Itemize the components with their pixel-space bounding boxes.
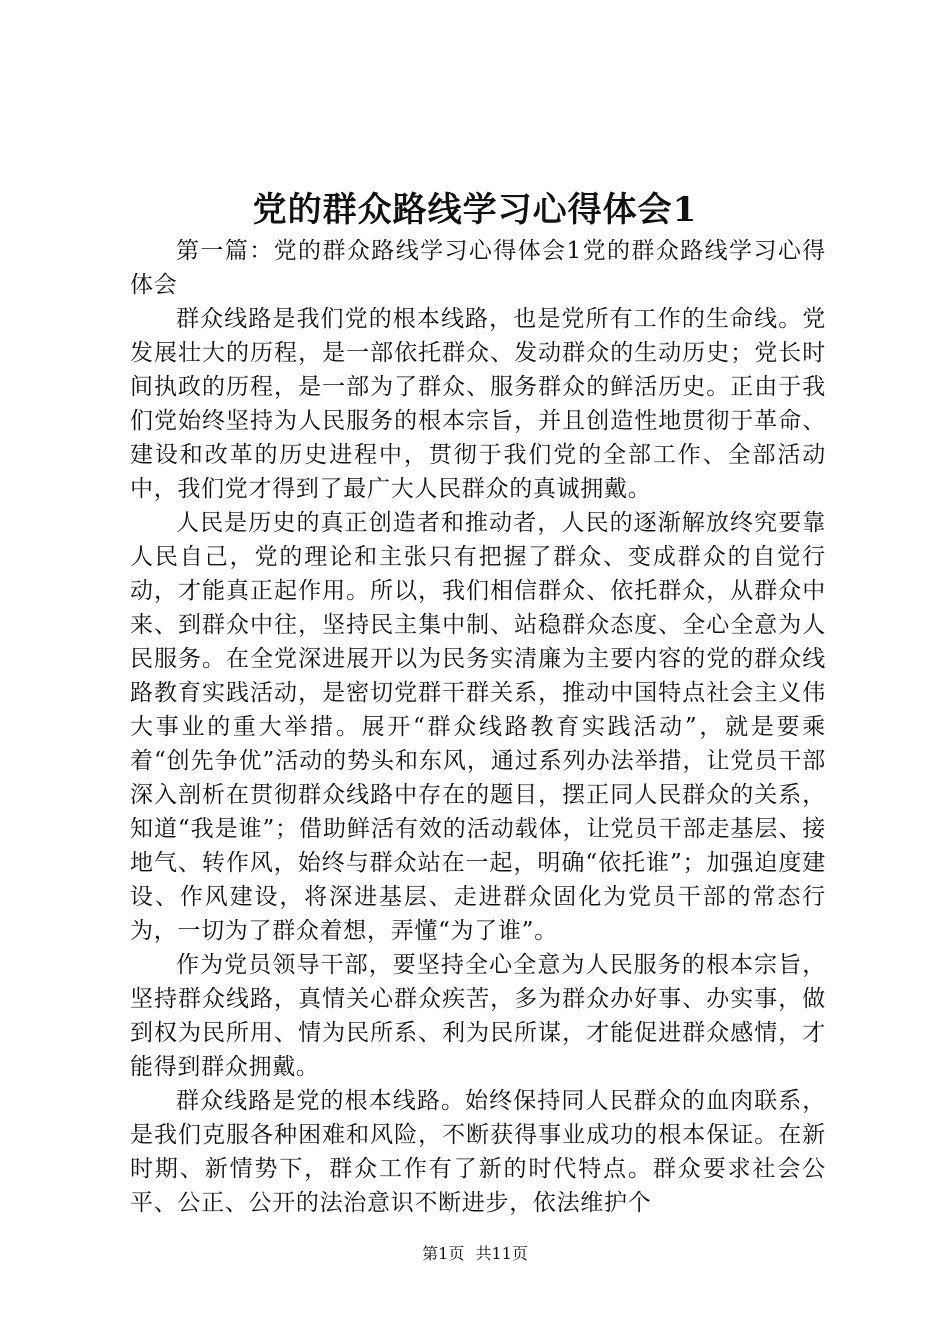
paragraph: 群众线路是我们党的根本线路，也是党所有工作的生命线。党发展壮大的历程，是一部依托群众、发动群众的生动历史；党长时间执政的历程，是一部为了群众、服务群众的鲜活历史。正由于我们党始终坚持为人民服务的根本宗旨，并且创造性地贯彻于革命、建设和改革的历史进程中，贯彻于我们党的全部工作、全部活动中，我们党才得到了最广大人民群众的真诚拥戴。: [130, 306, 826, 502]
paragraph: 第一篇：党的群众路线学习心得体会1党的群众路线学习心得体会: [130, 238, 826, 298]
page-total: 共11页: [475, 1244, 528, 1263]
document-body: [130, 234, 826, 1220]
page-number: 第1页: [422, 1244, 465, 1263]
page-footer: [0, 1243, 950, 1265]
paragraph: 作为党员领导干部，要坚持全心全意为人民服务的根本宗旨，坚持群众线路，真情关心群众疾苦，多为群众办好事、办实事，做到权为民所用、情为民所系、利为民所谋，才能促进群众感情，才能得到群众拥戴。: [130, 952, 826, 1080]
paragraph: 人民是历史的真正创造者和推动者，人民的逐渐解放终究要靠人民自己，党的理论和主张只有把握了群众、变成群众的自觉行动，才能真正起作用。所以，我们相信群众、依托群众，从群众中来、到群众中往，坚持民主集中制、站稳群众态度、全心全意为人民服务。在全党深进展开以为民务实清廉为主要内容的党的群众线路教育实践活动，是密切党群干群关系，推动中国特点社会主义伟大事业的重大举措。展开“群众线路教育实践活动”，就是要乘着“创先争优”活动的势头和东风，通过系列办法举措，让党员干部深入剖析在贯彻群众线路中存在的题目，摆正同人民群众的关系，知道“我是谁”；借助鲜活有效的活动载体，让党员干部走基层、接地气、转作风，始终与群众站在一起，明确“依托谁”；加强迫度建设、作风建设，将深进基层、走进群众固化为党员干部的常态行为，一切为了群众着想，弄懂“为了谁”。: [130, 510, 826, 944]
document-title: 党的群众路线学习心得体会1: [252, 190, 698, 230]
paragraph: 群众线路是党的根本线路。始终保持同人民群众的血肉联系，是我们克服各种困难和风险，不断获得事业成功的根本保证。在新时期、新情势下，群众工作有了新的时代特点。群众要求社会公平、公正、公开的法治意识不断进步，依法维护个: [130, 1088, 826, 1216]
